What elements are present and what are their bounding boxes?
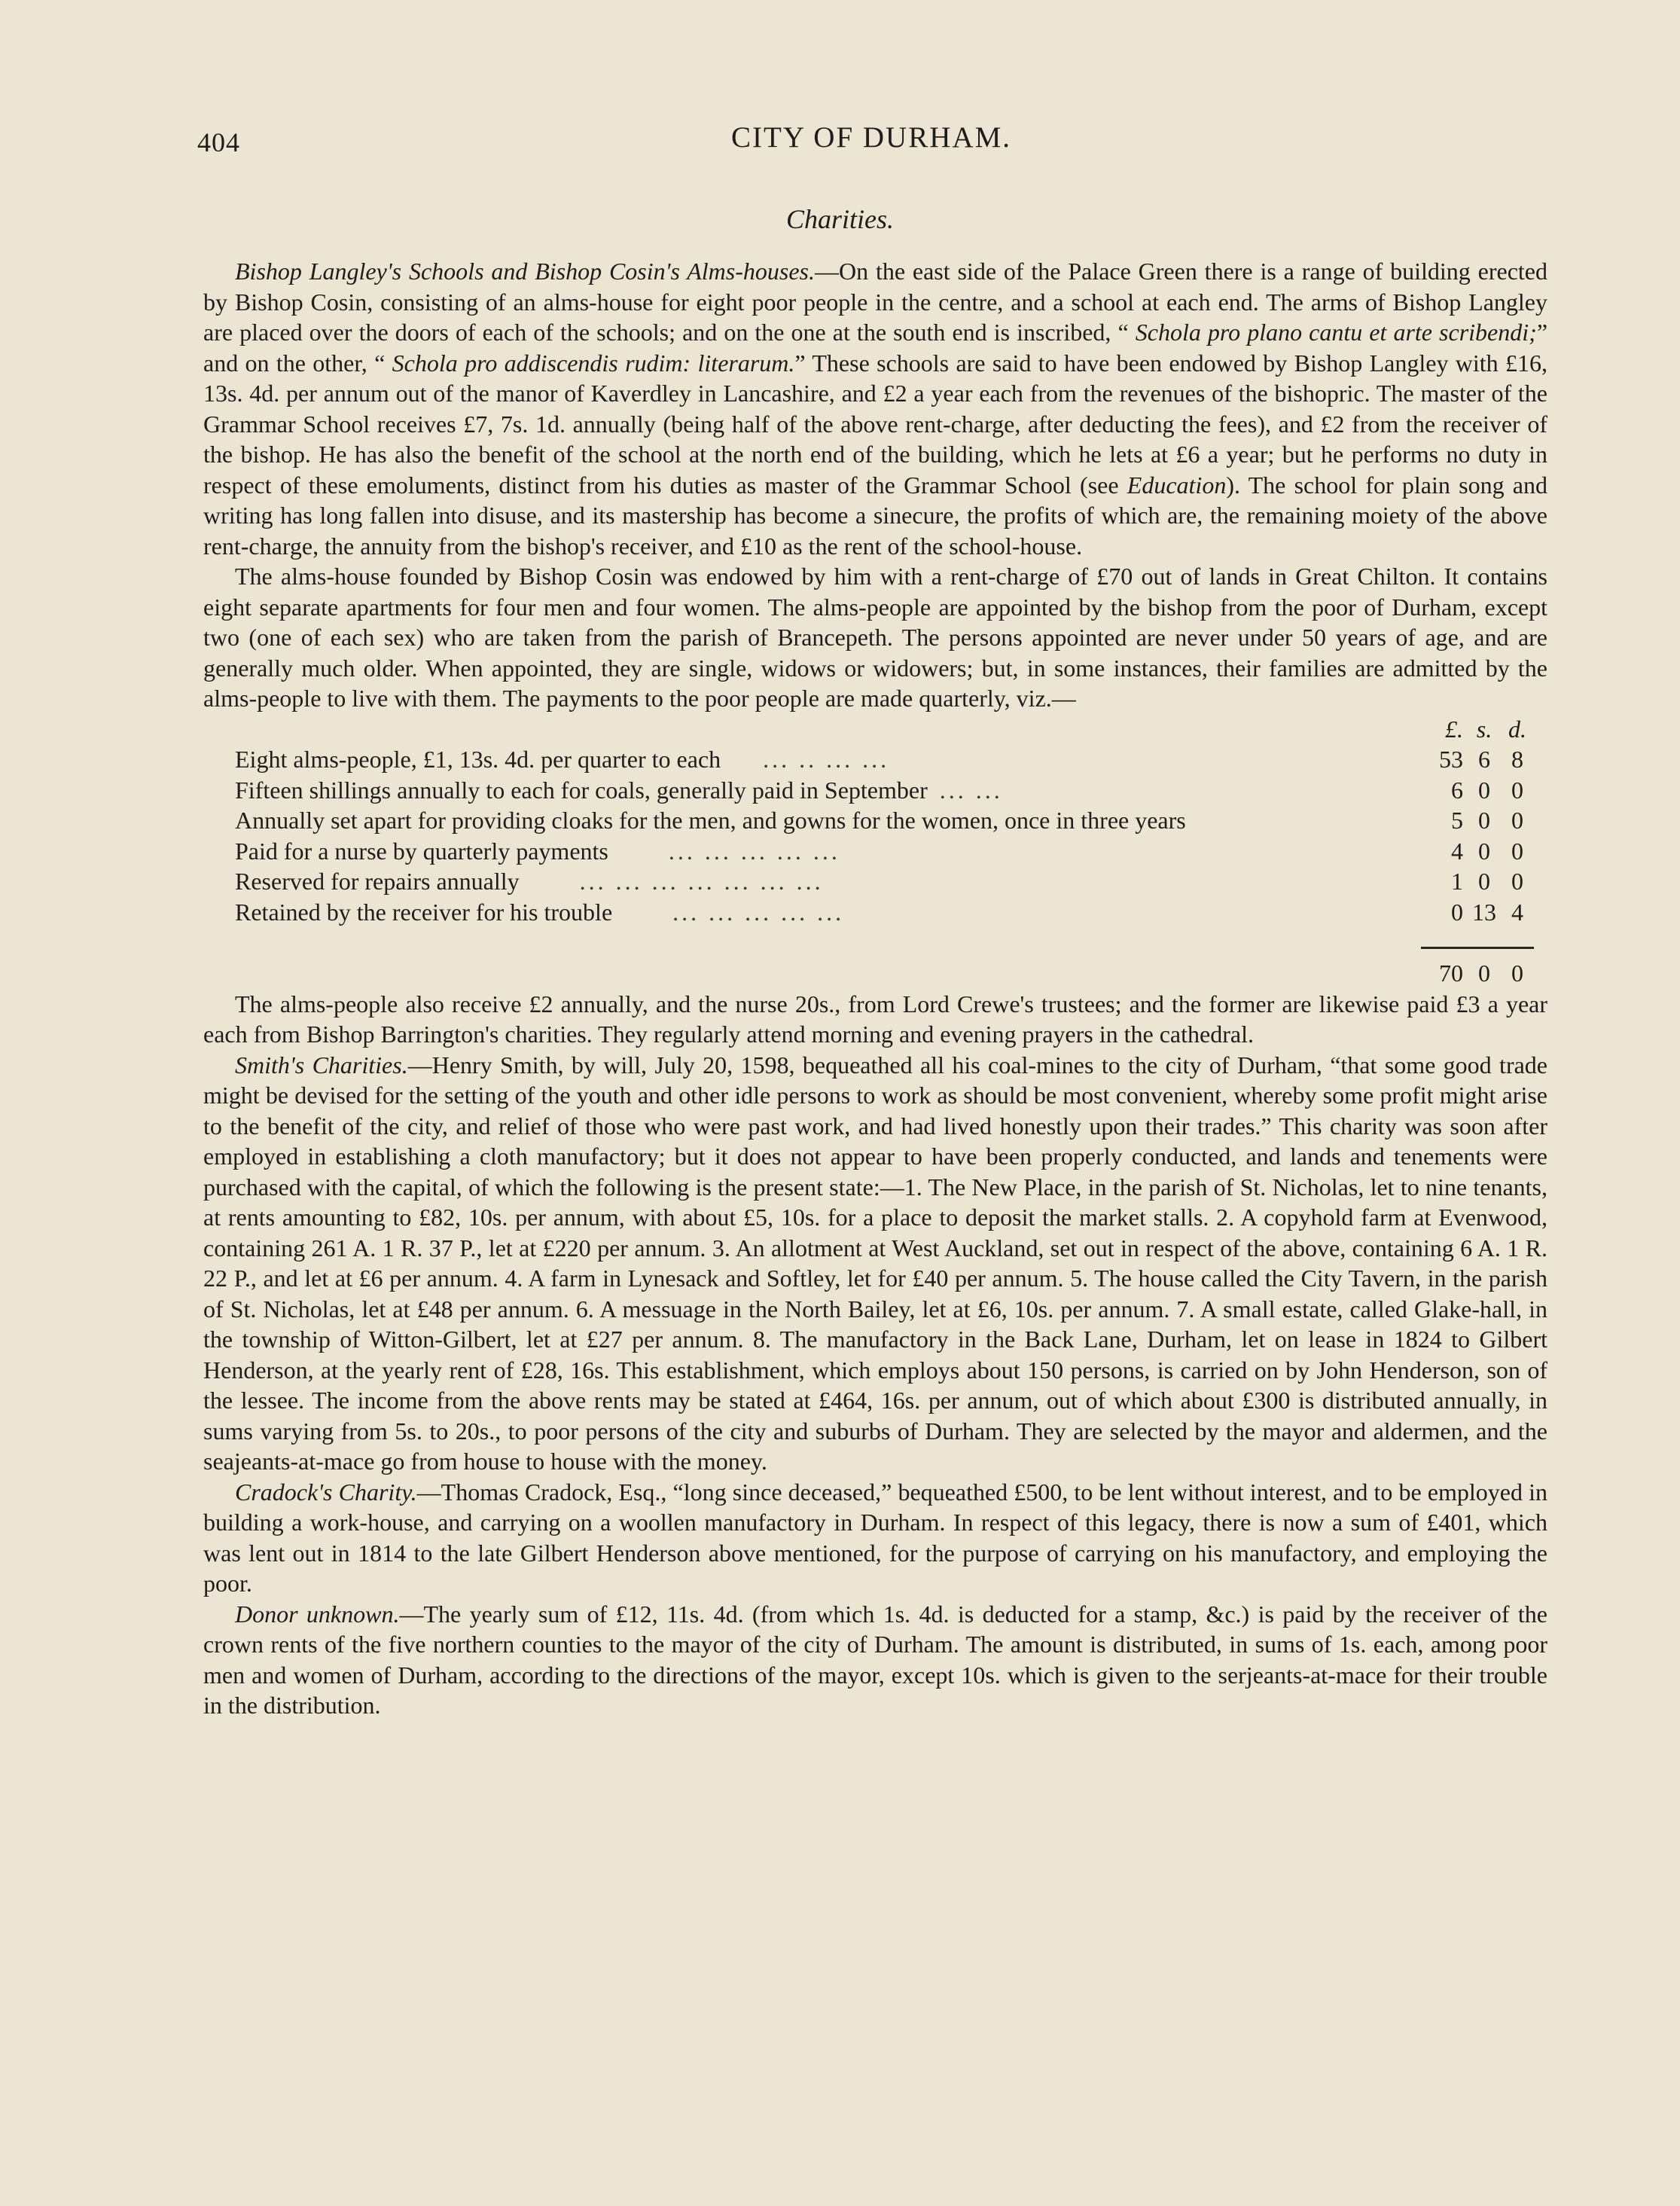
sum-rule (235, 927, 1534, 948)
paragraph-cosin-almshouse: The alms-house founded by Bishop Cosin was endowed by him with a rent-charge of £70 out of lands in Great Chilton. It contains eight separate apartments for four men and four women. The alms-people are appointed by the bishop from the poor of Durham, except two (one of each sex) who are taken from the parish of Brancepeth. The persons appointed are never under 50 years of age, and are generally much older. When appointed, they are single, widows or widowers; but, in some instances, their families are admitted by the alms-people to live with them. The payments to the poor people are made quarterly, viz.— (203, 563, 1547, 712)
payments-table (235, 714, 1534, 989)
section-title: Charities. (785, 204, 894, 234)
payment-row: Fifteen shillings annually to each for coals, generally paid in September ... ... 6 0 0 (235, 776, 1523, 804)
running-title: CITY OF DURHAM. (731, 121, 1011, 154)
payment-row: Retained by the receiver for his trouble ... ... ... ... ... 0 13 4 (235, 898, 1523, 926)
payment-row: Annually set apart for providing cloaks for the men, and gowns for the women, once in three years 5 0 0 (235, 807, 1523, 834)
payments-header-row (235, 714, 1534, 745)
payment-row: Reserved for repairs annually ... ... ... ... ... ... ... 1 0 0 (235, 868, 1523, 895)
payment-row: Eight alms-people, £1, 13s. 4d. per quarter to each ... .. ... ... 53 6 8 (235, 746, 1523, 773)
paragraph-smith-charities: Smith's Charities.—Henry Smith, by will, July 20, 1598, bequeathed all his coal-mines to the city of Durham, “that some good trade might be devised for the setting of the youth and other idle persons to work as should be most convenient, whereby some profit might arise to the benefit of the city, and relief of those who were past work, and had lived honestly upon their trades.” This charity was soon after employed in establishing a cloth manufactory; but it does not appear to have been properly conducted, and lands and tenements were purchased with the capital, of which the following is the present state:—1. The New Place, in the parish of St. Nicholas, let to nine tenants, at rents amounting to £82, 10s. per annum, with about £5, 10s. for a place to deposit the market stalls. 2. A copyhold farm at Evenwood, containing 261 A. 1 R. 37 P., let at £220 per annum. 3. An allotment at West Auckland, set out in respect of the above, containing 6 A. 1 R. 22 P., and let at £6 per annum. 4. A farm in Lynesack and Softley, let for £40 per annum. 5. The house called the City Tavern, in the parish of St. Nicholas, let at £48 per annum. 6. A messuage in the North Bailey, let at £6, 10s. per annum. 7. A small estate, called Glake-hall, in the township of Witton-Gilbert, let at £27 per annum. 8. The manufactory in the Back Lane, Durham, let on lease in 1824 to Gilbert Henderson, at the yearly rent of £28, 16s. This establishment, which employs about 150 persons, is carried on by John Henderson, son of the lessee. The income from the above rents may be stated at £464, 16s. per annum, out of which about £300 is distributed annually, in sums varying from 5s. to 20s., to poor persons of the city and suburbs of Durham. They are selected by the mayor and aldermen, and the seajeants-at-mace go from house to house with the money. (203, 1051, 1548, 1475)
paragraph-heading: Smith's Charities. (235, 1051, 408, 1079)
payment-row: Paid for a nurse by quarterly payments ... ... ... ... ... 4 0 0 (235, 837, 1523, 865)
column-header-pounds: £. (1445, 715, 1463, 743)
latin-inscription: Schola pro plano cantu et arte scribendi; (1135, 319, 1537, 346)
paragraph-cradock-charity: Cradock's Charity.—Thomas Cradock, Esq., “long since deceased,” bequeathed £500, to be lent without interest, and to be employed in building a work-house, and carrying on a woollen manufactory in Durham. In respect of this legacy, there is now a sum of £401, which was lent out in 1814 to the late Gilbert Henderson above mentioned, for the purpose of carrying on his manufactory, and employing the poor. (203, 1478, 1548, 1597)
paragraph-crewe-trustees: The alms-people also receive £2 annually, and the nurse 20s., from Lord Crewe's trustees; and the former are likewise paid £3 a year each from Bishop Barrington's charities. They regularly attend morning and evening prayers in the cathedral. (203, 990, 1547, 1048)
latin-inscription: Schola pro addiscendis rudim: literarum. (392, 349, 795, 377)
payment-total-row: 70 0 0 (1439, 960, 1523, 987)
page-header (197, 121, 1545, 166)
column-header-pence: d. (1508, 715, 1526, 743)
cross-reference: Education (1127, 471, 1227, 499)
paragraph-heading: Cradock's Charity. (235, 1478, 417, 1506)
paragraph-heading: Donor unknown. (235, 1600, 400, 1628)
body-text (203, 256, 1547, 1721)
paragraph-donor-unknown: Donor unknown.—The yearly sum of £12, 11s. 4d. (from which 1s. 4d. is deducted for a stamp, &c.) is paid by the receiver of the crown rents of the five northern counties to the mayor of the city of Durham. The amount is distributed, in sums of 1s. each, among poor men and women of Durham, according to the directions of the mayor, except 10s. which is given to the serjeants-at-mace for their trouble in the distribution. (203, 1600, 1548, 1719)
column-header-shillings: s. (1476, 715, 1492, 743)
page-number: 404 (197, 127, 240, 157)
paragraph-heading: Bishop Langley's Schools and Bishop Cosin's Alms-houses. (235, 258, 815, 285)
paragraph-langley-schools: Bishop Langley's Schools and Bishop Cosin's Alms-houses.—On the east side of the Palace Green there is a range of building erected by Bishop Cosin, consisting of an alms-house for eight poor people in the centre, and a school at each end. The arms of Bishop Langley are placed over the doors of each of the schools; and on the one at the south end is inscribed, “ Schola pro plano cantu et arte scribendi;” and on the other, “ Schola pro addiscendis rudim: literarum.” These schools are said to have been endowed by Bishop Langley with £16, 13s. 4d. per annum out of the manor of Kaverdley in Lancashire, and £2 a year each from the revenues of the bishopric. The master of the Grammar School receives £7, 7s. 1d. annually (being half of the above rent-charge, after deducting the fees), and £2 from the receiver of the bishop. He has also the benefit of the school at the north end of the building, which he lets at £6 a year; but he performs no duty in respect of these emoluments, distinct from his duties as master of the Grammar School (see Education). The school for plain song and writing has long fallen into disuse, and its mastership has become a sinecure, the profits of which are, the remaining moiety of the above rent-charge, the annuity from the bishop's receiver, and £10 as the rent of the school-house. (203, 258, 1548, 560)
